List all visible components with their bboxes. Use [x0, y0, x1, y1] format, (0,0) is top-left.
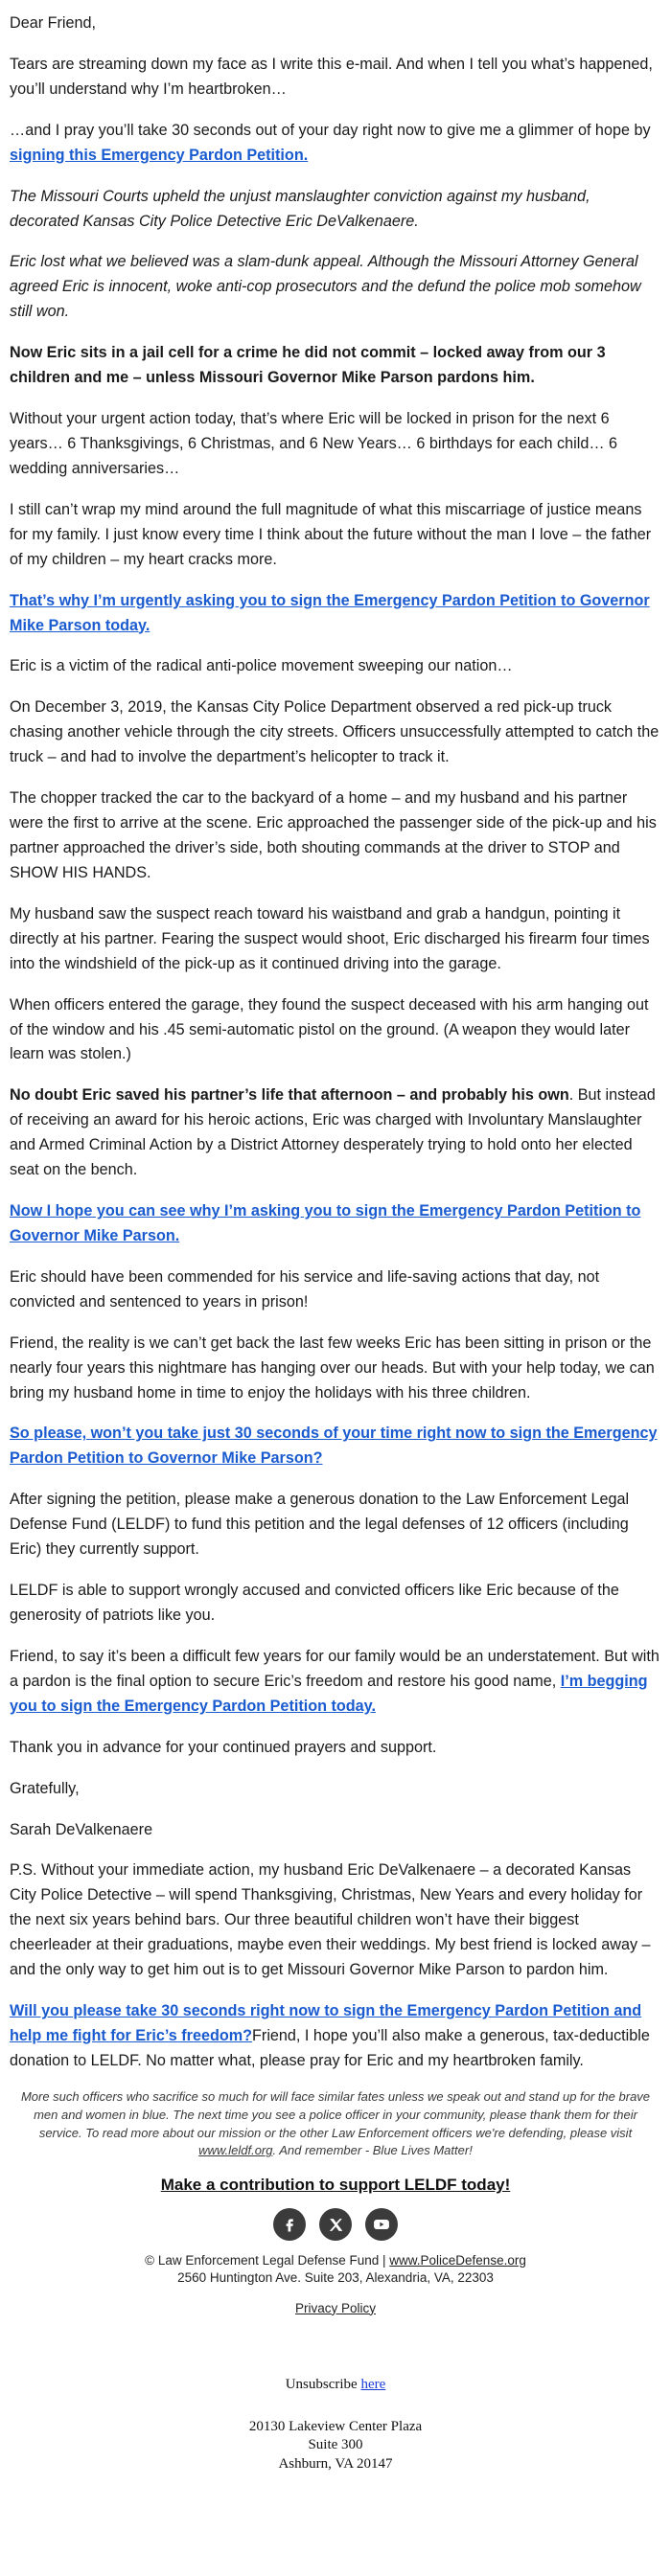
footer-note-end: . And remember - Blue Lives Matter!	[272, 2143, 473, 2158]
paragraph-jail: Now Eric sits in a jail cell for a crime he did not commit – locked away from our 3 children and me – unless Missouri Governor Mike Parson pardons him.	[10, 344, 606, 387]
copyright-text: © Law Enforcement Legal Defense Fund |	[145, 2253, 390, 2268]
mailing-address-line1: 20130 Lakeview Center Plaza	[248, 2418, 423, 2434]
paragraph-ps: P.S. Without your immediate action, my husband Eric DeValkenaere – a decorated Kansas City Police Detective – will spend Thanksgiving, Christmas, New Years and every holiday for the next six years behind bars. Our three beautiful children won’t have their biggest cheerleader at their graduations, maybe even their weddings. My best friend is locked away – and the only way to get him out is to get Missouri Governor Mike Parson to pardon him.	[10, 1861, 651, 1979]
petition-link-6[interactable]: Will you please take 30 seconds right now to sign the Emergency Pardon Petition and help me fight for Eric’s freedom?	[10, 2002, 642, 2044]
contribute-link[interactable]: Make a contribution to support LELDF today!	[160, 2176, 511, 2195]
paragraph-handgun: My husband saw the suspect reach toward his waistband and grab a handgun, pointing it directly at his partner. Fearing the suspect would shoot, Eric discharged his firearm four times into the windshield of the pick-up as it continued driving into the garage.	[10, 904, 650, 972]
privacy-policy-link[interactable]: Privacy Policy	[294, 2300, 377, 2315]
paragraph-support: LELDF is able to support wrongly accused and convicted officers like Eric because of the generosity of patriots like you.	[10, 1582, 619, 1625]
social-links	[0, 2208, 671, 2241]
footer-note	[0, 2088, 671, 2160]
petition-link-4[interactable]: So please, won’t you take just 30 seconds of your time right now to sign the Emergency Pardon Petition to Governor Mike Parson?	[10, 1425, 658, 1468]
mailing-address-line3: Ashburn, VA 20147	[278, 2455, 393, 2472]
closing: Gratefully,	[10, 1779, 80, 1797]
facebook-icon[interactable]	[273, 2208, 306, 2241]
leldf-link[interactable]: www.leldf.org	[198, 2143, 273, 2158]
petition-link-5[interactable]: I’m begging you to sign the Emergency Pardon Petition today.	[10, 1672, 648, 1715]
youtube-icon[interactable]	[365, 2208, 398, 2241]
paragraph-garage: When officers entered the garage, they found the suspect deceased with his arm hanging out of the window and his .45 semi-automatic pistol on the ground. (A weapon they would later learn was stolen.)	[10, 995, 649, 1063]
saved-bold: No doubt Eric saved his partner’s life that afternoon – and probably his own	[10, 1086, 569, 1105]
org-address: 2560 Huntington Ave. Suite 203, Alexandria, VA, 22303	[177, 2270, 494, 2286]
unsubscribe-link[interactable]: here	[360, 2376, 386, 2392]
petition-link-3[interactable]: Now I hope you can see why I’m asking you to sign the Emergency Pardon Petition to Governor Mike Parson.	[10, 1202, 641, 1244]
plea-text: …and I pray you’ll take 30 seconds out of your day right now to give me a glimmer of hope by	[10, 121, 651, 139]
paragraph-heart: I still can’t wrap my mind around the full magnitude of what this miscarriage of justice means for my family. I just know every time I think about the future without the man I love – the father of my children – my heart cracks more.	[10, 500, 652, 568]
x-icon[interactable]	[319, 2208, 352, 2241]
paragraph-thanks: Thank you in advance for your continued prayers and support.	[10, 1738, 437, 1756]
paragraph-victim: Eric is a victim of the radical anti-police movement sweeping our nation…	[10, 657, 513, 675]
signature: Sarah DeValkenaere	[10, 1820, 153, 1838]
paragraph-reality: Friend, the reality is we can’t get back the last few weeks Eric has been sitting in prison or the nearly four years this nightmare has hanging over our heads. But with your help today, we can bring my husband home in time to enjoy the holidays with his three children.	[10, 1334, 655, 1402]
mailing-address	[0, 2418, 671, 2474]
footer-note-text: More such officers who sacrifice so much for will face similar fates unless we speak out and stand up for the brave men and women in blue. The next time you see a police officer in your community, please thank them for their service. To read more about our mission or the other Law Enforcement officers we're defending, please visit	[20, 2088, 651, 2140]
petition-link-1[interactable]: signing this Emergency Pardon Petition.	[10, 146, 309, 164]
begging-text: Friend, to say it’s been a difficult few years for our family would be an understatement. But with a pardon is the final option to secure Eric’s freedom and restore his good name,	[10, 1647, 659, 1690]
greeting: Dear Friend,	[10, 14, 96, 32]
unsubscribe-text: Unsubscribe	[285, 2376, 361, 2392]
paragraph-begging	[10, 1645, 661, 1720]
paragraph-donation: After signing the petition, please make a generous donation to the Law Enforcement Legal Defense Fund (LELDF) to fund this petition and the legal defenses of 12 officers (including Eric) they currently support.	[10, 1491, 630, 1559]
unsubscribe-line	[0, 2377, 671, 2393]
paragraph-december: On December 3, 2019, the Kansas City Police Department observed a red pick-up truck chasing another vehicle through the city streets. Officers unsuccessfully attempted to catch the truck – and had to involve the department’s helicopter to track it.	[10, 698, 659, 766]
paragraph-courts: The Missouri Courts upheld the unjust manslaughter conviction against my husband, decorated Kansas City Police Detective Eric DeValkenaere.	[10, 187, 590, 230]
final-text: Friend, I hope you’ll also make a generous, tax-deductible donation to LELDF. No matter what, please pray for Eric and my heartbroken family.	[10, 2027, 650, 2069]
paragraph-commended: Eric should have been commended for his service and life-saving actions that day, not convicted and sentenced to years in prison!	[10, 1267, 600, 1311]
mailing-address-line2: Suite 300	[308, 2437, 363, 2453]
paragraph-appeal: Eric lost what we believed was a slam-dunk appeal. Although the Missouri Attorney General agreed Eric is innocent, woke anti-cop prosecutors and the defund the police mob somehow still won.	[10, 253, 641, 321]
paragraph-saved	[10, 1083, 661, 1183]
saved-rest: . But instead of receiving an award for his heroic actions, Eric was charged with Involuntary Manslaughter and Armed Criminal Action by a District Attorney desperately trying to hold onto her elected seat on the bench.	[10, 1086, 656, 1179]
org-info	[0, 2252, 671, 2287]
paragraph-link-urgent	[10, 589, 661, 639]
paragraph-intro: Tears are streaming down my face as I write this e-mail. And when I tell you what’s happened, you’ll understand why I’m heartbroken…	[10, 55, 653, 98]
copyright-line	[0, 2252, 671, 2269]
paragraph-link-hope	[10, 1199, 661, 1249]
policedefense-link[interactable]: www.PoliceDefense.org	[389, 2253, 526, 2268]
petition-link-2[interactable]: That’s why I’m urgently asking you to sign the Emergency Pardon Petition to Governor Mike Parson today.	[10, 591, 650, 634]
paragraph-years: Without your urgent action today, that’s where Eric will be locked in prison for the next 6 years… 6 Thanksgivings, 6 Christmas, and 6 New Years… 6 birthdays for each child… 6 wedding anniversaries…	[10, 410, 618, 477]
paragraph-chopper: The chopper tracked the car to the backyard of a home – and my husband and his partner were the first to arrive at the scene. Eric approached the passenger side of the pick-up and his partner approached the driver’s side, both shouting commands at the driver to STOP and SHOW HIS HANDS.	[10, 789, 657, 881]
paragraph-link-please	[10, 1422, 661, 1471]
paragraph-plea	[10, 119, 661, 169]
paragraph-final	[10, 1999, 661, 2074]
